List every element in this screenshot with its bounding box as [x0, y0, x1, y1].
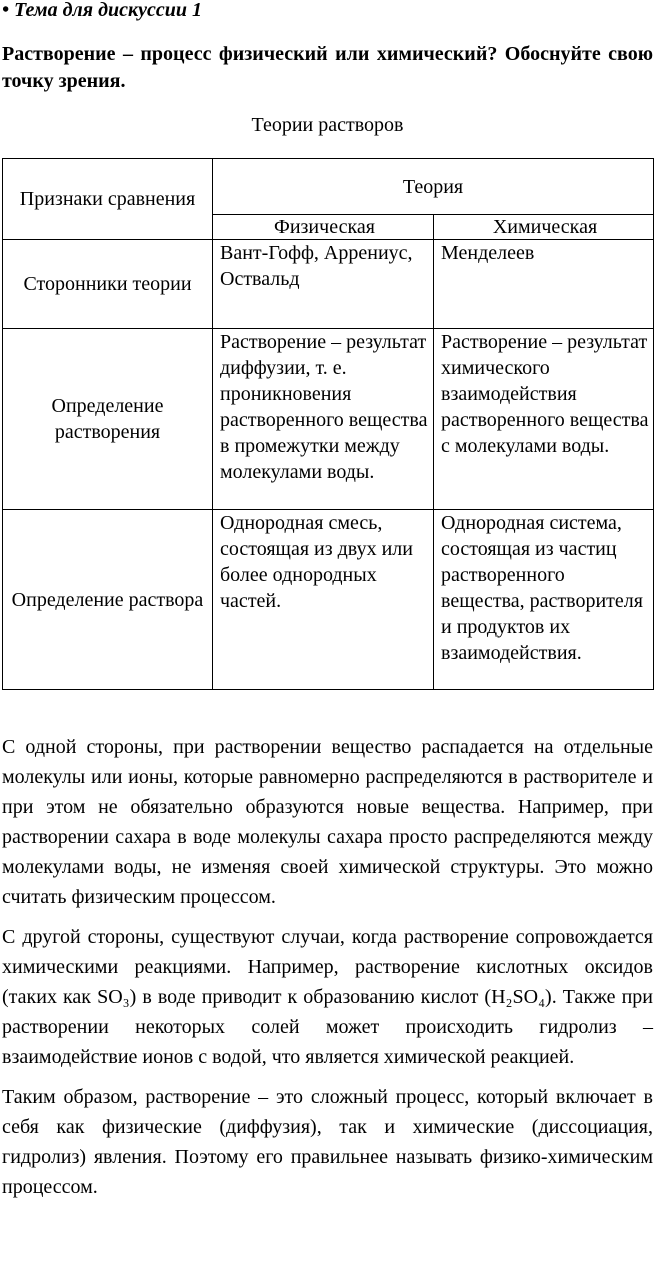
- table-row: [3, 510, 654, 690]
- cell-physical: Однородная смесь, состоящая из двух или более однородных частей.: [213, 510, 434, 690]
- row-label: Сторонники теории: [3, 240, 213, 329]
- cell-chemical: Растворение – результат химического взаимодействия растворенного вещества с молекулами воды.: [434, 329, 654, 510]
- row-label: Определение растворения: [3, 329, 213, 510]
- row-label: Определение раствора: [3, 510, 213, 690]
- header-chemical: Химическая: [434, 215, 654, 240]
- table-caption: Теории растворов: [251, 114, 404, 136]
- body-paragraph: Таким образом, растворение – это сложный процесс, который включает в себя как физические (диффузия), так и химические (диссоциация, гидролиз) явления. Поэтому его правильнее называть физико-химическим процессом.: [2, 1086, 653, 1198]
- body-paragraph: С другой стороны, существуют случаи, когда растворение сопровождается химическими реакциями. Например, растворение кислотных оксидов (таких как SO₃) в воде приводит к образованию кислот (H₂SO₄). Также при растворении некоторых солей может происходить гидролиз – взаимодействие ионов с водой, что является химической реакцией.: [2, 926, 653, 1068]
- cell-physical: Вант-Гофф, Аррениус, Оствальд: [213, 240, 434, 329]
- header-theory: Теория: [213, 159, 654, 215]
- table-row: [3, 329, 654, 510]
- cell-chemical: Менделеев: [434, 240, 654, 329]
- header-physical: Физическая: [213, 215, 434, 240]
- discussion-question: Растворение – процесс физический или химический? Обоснуйте свою точку зрения.: [2, 43, 653, 92]
- discussion-topic-heading: • Тема для дискуссии 1: [2, 0, 202, 21]
- document-page: [2, 0, 653, 1212]
- header-criteria: Признаки сравнения: [3, 159, 213, 240]
- table-row: [3, 240, 654, 329]
- cell-physical: Растворение – результат диффузии, т. е. проникновения растворенного вещества в промежутки между молекулами воды.: [213, 329, 434, 510]
- body-paragraph: С одной стороны, при растворении вещество распадается на отдельные молекулы или ионы, которые равномерно распределяются в растворителе и при этом не обязательно образуются новые вещества. Например, при растворении сахара в воде молекулы сахара просто распределяются между молекулами воды, не изменяя своей химической структуры. Это можно считать физическим процессом.: [2, 736, 653, 908]
- cell-chemical: Однородная система, состоящая из частиц растворенного вещества, растворителя и продуктов их взаимодействия.: [434, 510, 654, 690]
- theories-table: [2, 158, 654, 690]
- table-header-row: [3, 159, 654, 215]
